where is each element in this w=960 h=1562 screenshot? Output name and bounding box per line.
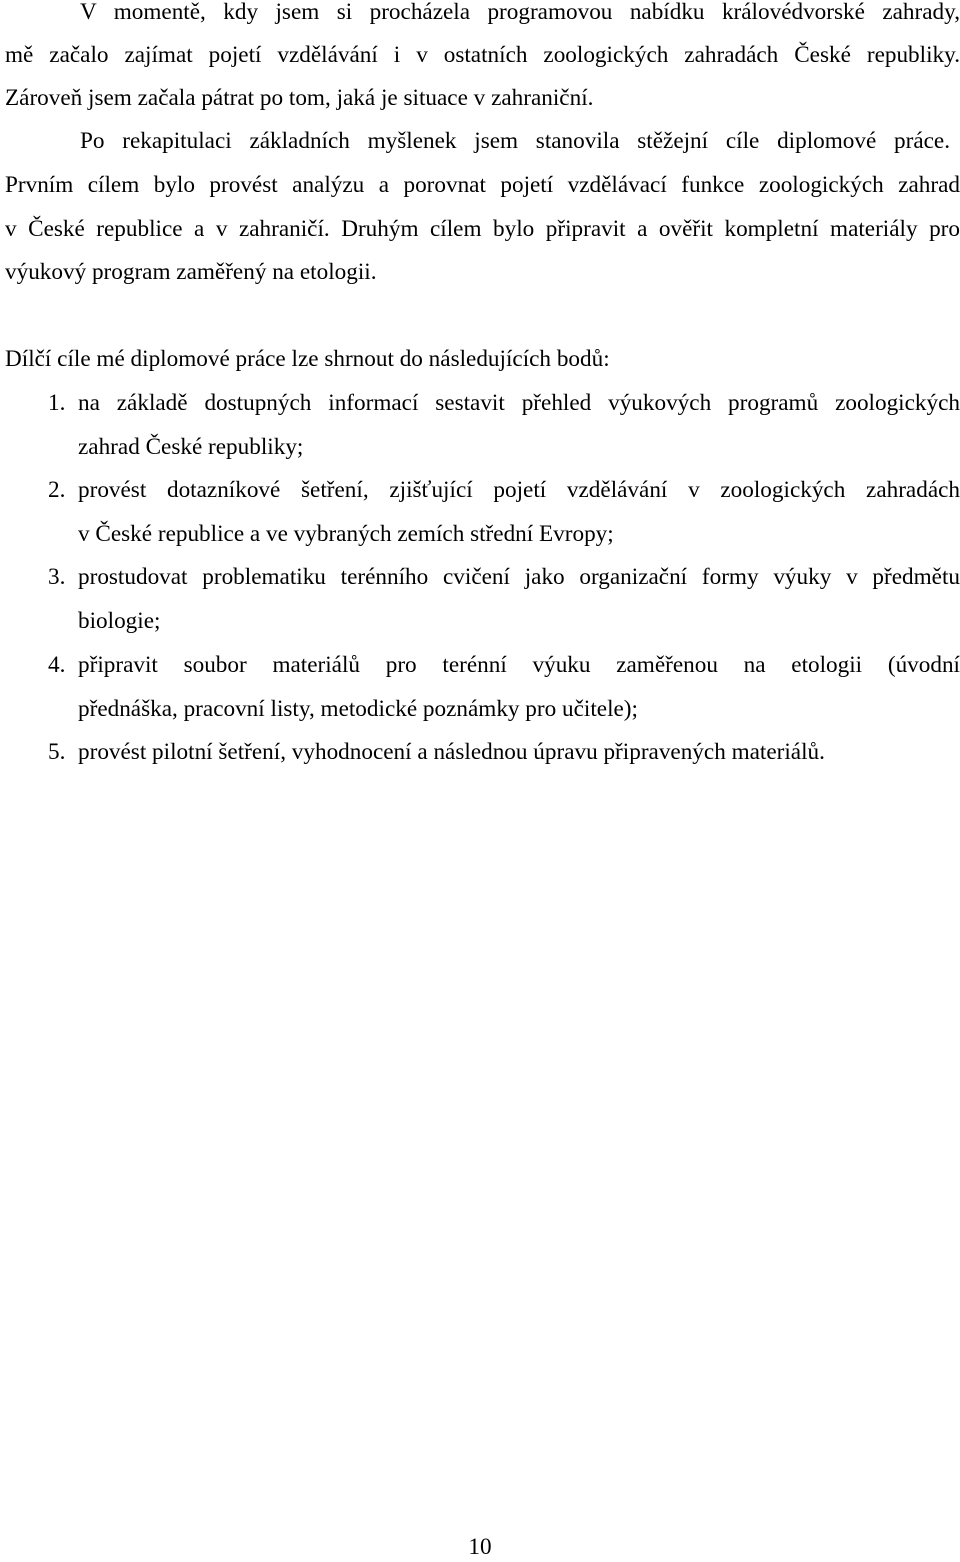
list-item-text: přednáška, pracovní listy, metodické poznámky pro učitele); [78, 696, 638, 722]
page-number: 10 [468, 1534, 492, 1560]
list-item-number: 1. [48, 390, 66, 416]
list-item-text: na základě dostupných informací sestavit přehled výukových programů zoologických [78, 390, 960, 416]
text-line: v České republice a v zahraničí. Druhým cílem bylo připravit a ověřit kompletní materiály pro [5, 216, 960, 242]
text-line: Zároveň jsem začala pátrat po tom, jaká je situace v zahraniční. [5, 85, 594, 111]
list-item-number: 4. [48, 652, 66, 678]
list-item-text: biologie; [78, 608, 161, 634]
list-item-text: připravit soubor materiálů pro terénní výuku zaměřenou na etologii (úvodní [78, 652, 960, 678]
text-line: V momentě, kdy jsem si procházela programovou nabídku královédvorské zahrady, [80, 0, 960, 25]
text-line: mě začalo zajímat pojetí vzdělávání i v ostatních zoologických zahradách České republiky. [5, 42, 960, 68]
text-line: výukový program zaměřený na etologii. [5, 259, 377, 285]
list-item-text: provést pilotní šetření, vyhodnocení a následnou úpravu připravených materiálů. [78, 739, 825, 765]
list-item-number: 2. [48, 477, 66, 503]
list-item-text: provést dotazníkové šetření, zjišťující pojetí vzdělávání v zoologických zahradách [78, 477, 960, 503]
list-item-text: zahrad České republiky; [78, 434, 304, 460]
subgoals-heading: Dílčí cíle mé diplomové práce lze shrnout do následujících bodů: [5, 346, 610, 372]
list-item-text: prostudovat problematiku terénního cvičení jako organizační formy výuky v předmětu [78, 564, 960, 590]
list-item-number: 3. [48, 564, 66, 590]
text-line: Prvním cílem bylo provést analýzu a porovnat pojetí vzdělávací funkce zoologických zahrad [5, 172, 960, 198]
list-item-text: v České republice a ve vybraných zemích střední Evropy; [78, 521, 614, 547]
text-line: Po rekapitulaci základních myšlenek jsem stanovila stěžejní cíle diplomové práce. [80, 128, 950, 154]
list-item-number: 5. [48, 739, 66, 765]
